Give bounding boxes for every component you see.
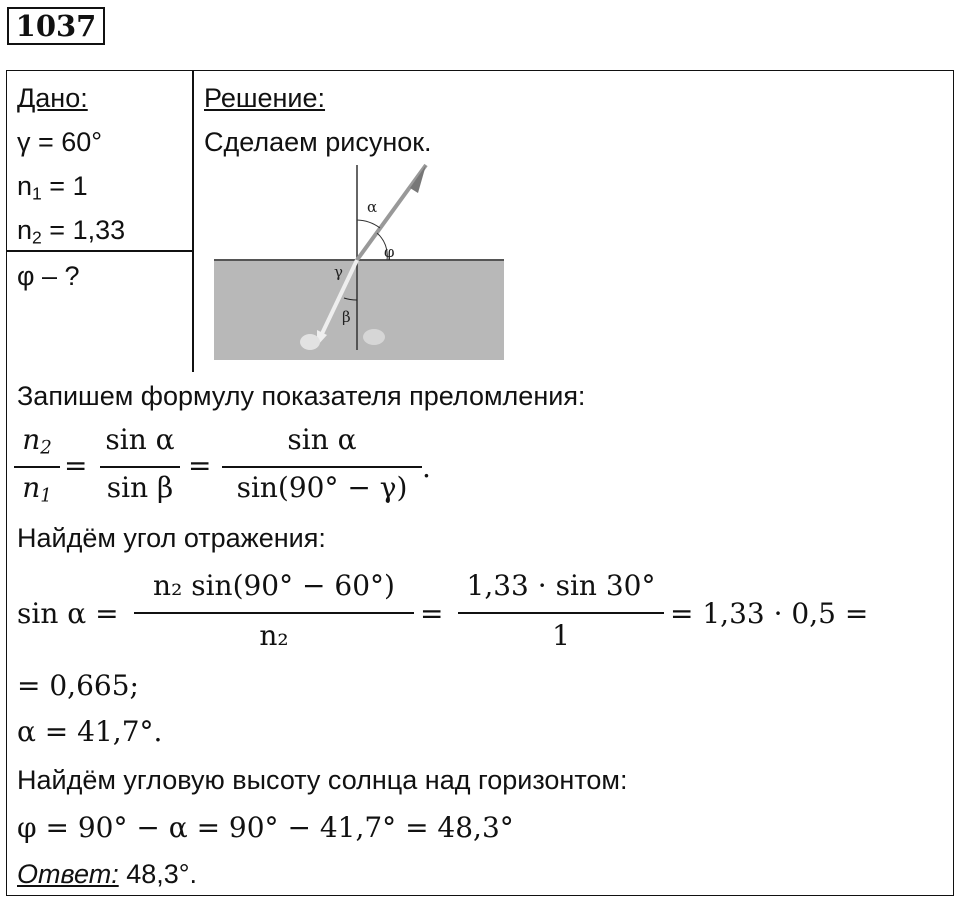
gamma-label: γ xyxy=(334,263,343,281)
formula-frac-n: $n_2$ $n_1$ xyxy=(14,424,60,510)
beta-label: β xyxy=(342,308,351,326)
calc-frac-1: n₂ sin(90° − 60°) n₂ xyxy=(134,568,414,658)
formula-heading: Запишем формулу показателя преломления: xyxy=(17,381,586,411)
given-n2: $n_2 = 1,33$ xyxy=(17,215,126,248)
calc-line-2: = 0,665; xyxy=(17,669,139,702)
water-region xyxy=(214,260,504,360)
solution-intro: Сделаем рисунок. xyxy=(204,127,432,157)
calc-eq: = xyxy=(420,597,444,630)
given-n1: $n_1 = 1$ xyxy=(17,171,88,204)
solution-title: Решение: xyxy=(204,83,326,113)
image-blob-right xyxy=(363,329,385,345)
image-blob-left xyxy=(300,334,320,350)
formula-eq-1: = xyxy=(64,449,88,482)
answer-line xyxy=(17,858,197,890)
calc-lhs: sin α = xyxy=(17,597,119,630)
phi-label: φ xyxy=(384,243,395,261)
problem-number: 1037 xyxy=(7,7,105,45)
angle-heading: Найдём угол отражения: xyxy=(17,523,326,553)
answer-value: 48,3°. xyxy=(118,859,198,889)
formula-frac-gamma: sin α sin(90° − γ) xyxy=(222,424,422,510)
given-title: Дано: xyxy=(17,83,88,113)
given-gamma: γ = 60° xyxy=(17,127,103,157)
incident-arrow xyxy=(410,165,426,193)
alpha-label: α xyxy=(367,198,378,216)
formula-end: . xyxy=(422,451,431,484)
sun-heading: Найдём угловую высоту солнца над горизонтом: xyxy=(17,765,628,795)
refraction-figure xyxy=(214,160,504,360)
calc-line-3: α = 41,7°. xyxy=(17,715,163,748)
alpha-arc xyxy=(357,220,380,228)
calc-rhs: = 1,33 · 0,5 = xyxy=(670,597,869,630)
formula-frac-sin: sin α sin β xyxy=(100,424,180,510)
formula-eq-2: = xyxy=(188,449,212,482)
sun-formula: φ = 90° − α = 90° − 41,7° = 48,3° xyxy=(17,811,514,844)
column-divider xyxy=(192,70,194,372)
answer-label: Ответ: xyxy=(17,859,119,889)
find-phi: φ – ? xyxy=(17,261,80,291)
calc-frac-2: 1,33 · sin 30° 1 xyxy=(458,568,664,658)
